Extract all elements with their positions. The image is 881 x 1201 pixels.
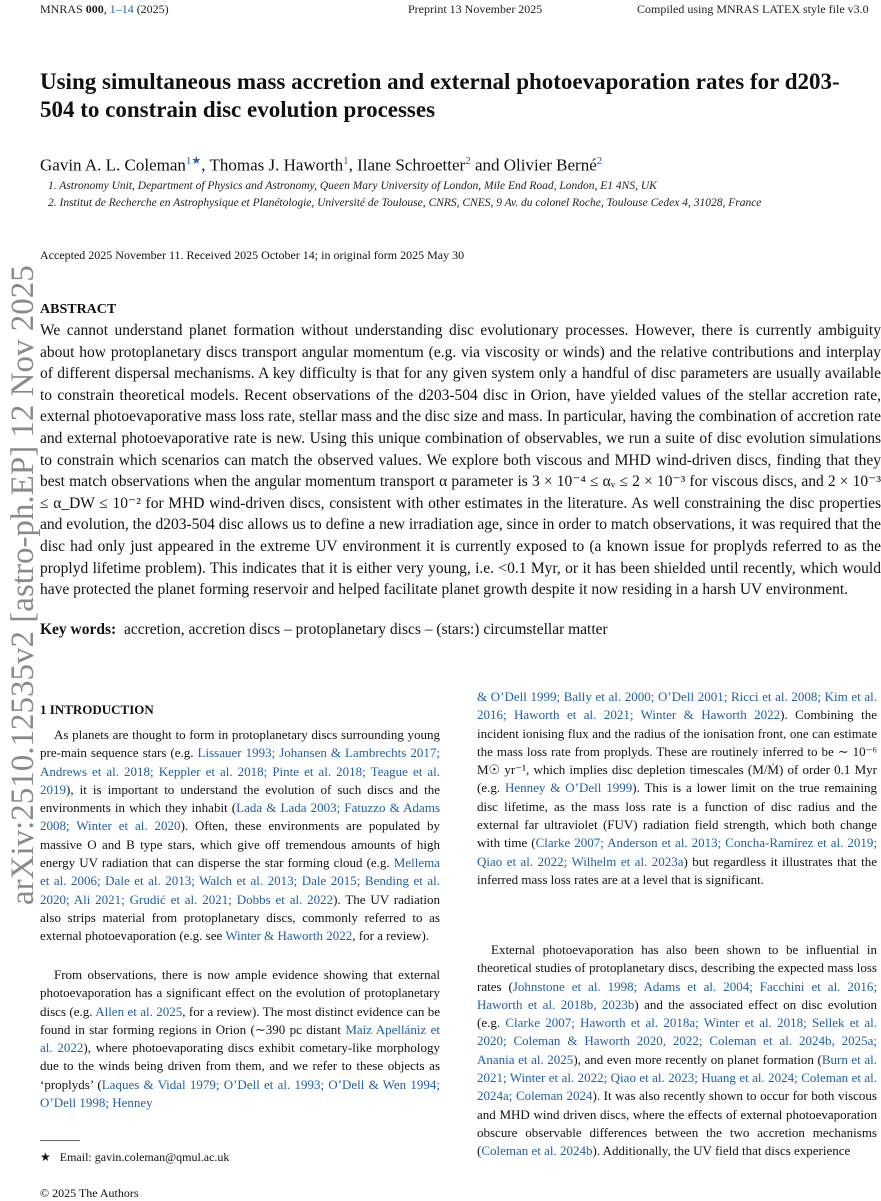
intro-right-paragraph-1: & O’Dell 1999; Bally et al. 2000; O’Dell 2001; Ricci et al. 2008; Kim et al. 2016; Haworth et al. 2021; Winter & Haworth 2022). Combining the incident ionising flux and the radius of the ionisation front, one can estimate the mass loss rate from proplyds. These are routinely inferred to be ∼ 10⁻⁶ M☉ yr⁻¹, which implies disc depletion timescales (M/Ṁ) of order 0.1 Myr (e.g. Henney & O’Dell 1999). This is a lower limit on the true remaining disc lifetime, as the mass loss rate is a function of disc radius and the external far ultraviolet (FUV) radiation field strength, which both change with time (Clarke 2007; Anderson et al. 2013; Concha-Ramírez et al. 2019; Qiao et al. 2022; Wilhelm et al. 2023a) but regardless it illustrates that the inferred mass loss rates are at a level that is significant. xyxy=(477,689,878,887)
citation-link[interactable]: Clarke 2007; Anderson et al. 2013; Concha-Ramírez et al. 2019; Qiao et al. 2022; Wilhelm et al. 2023a xyxy=(477,835,878,869)
paper-title: Using simultaneous mass accretion and external photoevaporation rates for d203-504 to constrain disc evolution processes xyxy=(40,69,840,122)
author-name: Ilane Schroetter xyxy=(357,155,466,175)
citation-link[interactable]: Johnstone et al. 1998; Adams et al. 2004; Facchini et al. 2016; Haworth et al. 2018b, 2023b xyxy=(477,978,877,1012)
citation-link[interactable]: Lada & Lada 2003; Fatuzzo & Adams 2008; Winter et al. 2020 xyxy=(40,800,441,834)
citation-link[interactable]: Winter & Haworth 2022 xyxy=(225,928,353,944)
intro-left-paragraph-1: As planets are thought to form in protoplanetary discs surrounding young pre-main sequence stars (e.g. Lissauer 1993; Johansen & Lambrechts 2017; Andrews et al. 2018; Keppler et al. 2018; Pinte et al. 2018; Teague et al. 2019), it is important to understand the evolution of such discs and the environments in which they inhabit (Lada & Lada 2003; Fatuzzo & Adams 2008; Winter et al. 2020). Often, these environments are populated by massive O and B type stars, which give off tremendous amounts of high energy UV radiation that can disperse the star forming cloud (e.g. Mellema et al. 2006; Dale et al. 2013; Walch et al. 2013; Dale 2015; Bending et al. 2020; Ali 2021; Grudić et al. 2021; Dobbs et al. 2022). The UV radiation also strips material from protoplanetary discs, commonly referred to as external photoevaporation (e.g. see Winter & Haworth 2022, for a review). xyxy=(40,727,441,944)
running-header-preprint: Preprint 13 November 2025 xyxy=(408,2,543,16)
running-header-journal: MNRAS 000, 1–14 (2025) xyxy=(40,2,169,16)
affiliation-2: 2. Institut de Recherche en Astrophysique et Planétologie, Université de Toulouse, CNRS, CNES, 9 Av. du colonel Roche, Toulouse Cedex 4, 31028, France xyxy=(48,197,762,209)
citation-link[interactable]: & O’Dell 1999; Bally et al. 2000; O’Dell 2001; Ricci et al. 2008; Kim et al. 2016; Haworth et al. 2021; Winter & Haworth 2022 xyxy=(477,689,877,723)
citation-link[interactable]: Mellema et al. 2006; Dale et al. 2013; Walch et al. 2013; Dale 2015; Bending et al. 2020; Ali 2021; Grudić et al. 2021; Dobbs et al. 2022 xyxy=(40,855,440,907)
abstract-heading: ABSTRACT xyxy=(40,302,117,317)
page-range-link[interactable]: 1–14 xyxy=(109,2,134,16)
copyright-line: © 2025 The Authors xyxy=(40,1186,139,1200)
footnote-rule xyxy=(40,1140,80,1141)
keywords-label: Key words: xyxy=(40,621,117,638)
citation-link[interactable]: Clarke 2007; Haworth et al. 2018a; Winter et al. 2018; Sellek et al. 2020; Coleman & Haworth 2020, 2022; Coleman et al. 2024b, 2025a; Anania et al. 2025 xyxy=(477,1015,877,1067)
affiliation-1: 1. Astronomy Unit, Department of Physics and Astronomy, Queen Mary University of London, Mile End Road, London, E1 4NS, UK xyxy=(48,180,657,192)
abstract-body: We cannot understand planet formation without understanding disc evolutionary processes. However, there is currently ambiguity about how protoplanetary discs transport angular momentum (e.g. via viscosity or winds) and the relative contributions and interplay of different dispersal mechanisms. A key difficulty is that for any given system only a handful of disc parameters are usually available to constrain theoretical models. Recent observations of the d203-504 disc in Orion, have yielded values of the stellar accretion rate, external photoevaporative mass loss rate, stellar mass and the disc size and mass. In particular, having the combination of accretion rate and external photoevaporative rate is new. Using this unique combination of observables, we run a suite of disc evolution simulations to constrain which scenarios can match the observed values. We explore both viscous and MHD wind-driven discs, finding that they best match observations when the angular momentum transport α parameter is 3 × 10⁻⁴ ≤ αᵥ ≤ 2 × 10⁻³ for viscous discs, and 2 × 10⁻³ ≤ α_DW ≤ 10⁻² for MHD wind-driven discs, consistent with other estimates in the literature. As well constraining the disc properties and evolution, the d203-504 disc allows us to define a new irradiation age, since in order to match observations, it was required that the disc had only just appeared in the extreme UV environment it is currently exposed to (a known issue for proplyds referred to as the proplyd lifetime problem). This indicates that it is either very young, i.e. <0.1 Myr, or it has been shielded until recently, which would have protected the planet forming reservoir and helped facilitate planet growth despite it now residing in a harsh UV environment. xyxy=(40,322,881,599)
affiliation-link[interactable]: 2 xyxy=(596,155,603,167)
author-name: Gavin A. L. Coleman xyxy=(40,155,186,175)
arxiv-stamp: arXiv:2510.12535v2 [astro-ph.EP] 12 Nov 2025 xyxy=(5,265,41,905)
keywords-line xyxy=(40,621,608,639)
affiliation-link[interactable]: 1★ xyxy=(185,155,202,167)
section-heading-introduction: 1 INTRODUCTION xyxy=(40,702,154,717)
received-accepted-line: Accepted 2025 November 11. Received 2025 October 14; in original form 2025 May 30 xyxy=(40,248,465,262)
star-icon: ★ xyxy=(40,1150,51,1164)
citation-link[interactable]: Burn et al. 2021; Winter et al. 2022; Qiao et al. 2023; Huang et al. 2024; Coleman et al. 2024a; Coleman 2024 xyxy=(477,1051,877,1104)
intro-right-paragraph-2: External photoevaporation has also been shown to be influential in theoretical studies of protoplanetary discs, describing the expected mass loss rates (Johnstone et al. 1998; Adams et al. 2004; Facchini et al. 2016; Haworth et al. 2018b, 2023b) and the associated effect on disc evolution (e.g. Clarke 2007; Haworth et al. 2018a; Winter et al. 2018; Sellek et al. 2020; Coleman & Haworth 2020, 2022; Coleman et al. 2024b, 2025a; Anania et al. 2025), and even more recently on planet formation (Burn et al. 2021; Winter et al. 2022; Qiao et al. 2023; Huang et al. 2024; Coleman et al. 2024a; Coleman 2024). It was also recently shown to occur for both viscous and MHD wind driven discs, where the effects of external photoevaporation obscure observable differences between the two accretion mechanisms (Coleman et al. 2024b). Additionally, the UV field that discs experience xyxy=(477,942,877,1159)
author-name: Olivier Berné xyxy=(503,155,597,175)
alpha-viscous-range: 3 × 10⁻⁴ ≤ αᵥ ≤ 2 × 10⁻³ xyxy=(531,473,686,491)
citation-link[interactable]: Allen et al. 2025 xyxy=(95,1003,183,1019)
author-name: Thomas J. Haworth xyxy=(209,155,344,175)
citation-link[interactable]: Laques & Vidal 1979; O’Dell et al. 1993; O’Dell & Wen 1994; O’Dell 1998; Henney xyxy=(40,1076,440,1111)
alpha-wind-range: 2 × 10⁻³ ≤ α_DW ≤ 10⁻² xyxy=(40,473,881,512)
intro-left-paragraph-2: From observations, there is now ample evidence showing that external photoevaporation has a significant effect on the evolution of protoplanetary discs (e.g. Allen et al. 2025, for a review). The most distinct evidence can be found in star forming regions in Orion (∼390 pc distant Maíz Apellániz et al. 2022), where photoevaporating discs exhibit cometary-like morphology due to the winds being driven from them, and we refer to these objects as ‘proplyds’ (Laques & Vidal 1979; O’Dell et al. 1993; O’Dell & Wen 1994; O’Dell 1998; Henney xyxy=(40,967,441,1111)
running-header-compiled: Compiled using MNRAS LATEX style file v3.0 xyxy=(637,2,869,16)
keywords-text: accretion, accretion discs – protoplanetary discs – (stars:) circumstellar matter xyxy=(123,621,608,638)
affiliation-link[interactable]: 2 xyxy=(465,155,471,167)
footnote-email: ★ Email: gavin.coleman@qmul.ac.uk xyxy=(40,1150,230,1164)
citation-link[interactable]: Lissauer 1993; Johansen & Lambrechts 2017; Andrews et al. 2018; Keppler et al. 2018; Pinte et al. 2018; Teague et al. 2019 xyxy=(40,745,440,797)
citation-link[interactable]: Maíz Apellániz et al. 2022 xyxy=(40,1021,440,1056)
author-list: Gavin A. L. Coleman$^{1★}$, Thomas J. Haworth$^1$, Ilane Schroetter$^2$ and Olivier Berné$^2$ xyxy=(40,155,603,175)
citation-link[interactable]: Coleman et al. 2024b xyxy=(481,1143,593,1159)
affiliation-link[interactable]: 1 xyxy=(343,155,349,167)
citation-link[interactable]: Henney & O’Dell 1999 xyxy=(504,780,633,796)
